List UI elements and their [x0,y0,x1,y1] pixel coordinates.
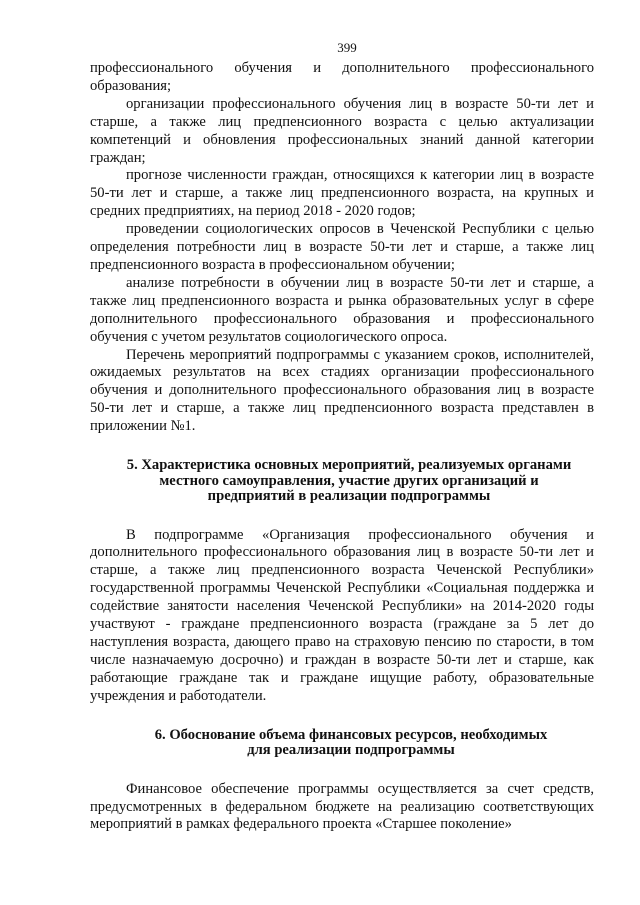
paragraph: анализе потребности в обучении лиц в возрасте 50-ти лет и старше, а также лиц предпенсионного возраста и рынка образовательных услуг в сфере дополнительного профессионального образования и профессионального обучения с учетом результатов социологического опроса. [90,274,594,345]
section-heading-line: для реализации подпрограммы [247,742,455,759]
section-5-paragraph: В подпрограмме «Организация профессионального обучения и дополнительного профессионального образования лиц в возрасте 50-ти лет и старше, а также лиц предпенсионного возраста Чеченской Республики» государственной программы Чеченской Республики «Социальная поддержка и содействие занятости населения Чеченской Республики» на 2014-2020 годы участвуют - граждане предпенсионного возраста (граждане за 5 лет до наступления возраста, дающего право на страховую пенсию по старости, в том числе назначаемую досрочно) и граждан в возрасте 50-ти лет и старше, как работающие граждане так и граждане ищущие работу, образовательные учреждения и работодатели. [90,526,594,704]
page-number: 399 [337,40,357,55]
section-heading-line: местного самоуправления, участие других организаций и [159,472,539,489]
section-heading-line: предприятий в реализации подпрограммы [207,488,491,505]
paragraph: профессионального обучения и дополнительного профессионального образования; [90,60,594,94]
paragraph: Перечень мероприятий подпрограммы с указанием сроков, исполнителей, ожидаемых результатов на всех стадиях организации профессионального обучения и дополнительного профессионального образования лиц в возрасте 50-ти лет и старше, а также лиц предпенсионного возраста представлен в приложении №1. [90,346,594,435]
paragraph: прогнозе численности граждан, относящихся к категории лиц в возрасте 50-ти лет и старше, а также лиц предпенсионного возраста, на крупных и средних предприятиях, на период 2018 - 2020 годов; [90,167,594,220]
paragraph: проведении социологических опросов в Чеченской Республики с целью определения потребности лиц в возрасте 50-ти лет и старше, а также лиц предпенсионного возраста в профессиональном обучении; [90,221,594,273]
section-5-heading [90,458,594,505]
section-heading-line: 6. Обоснование объема финансовых ресурсов, необходимых [154,726,548,743]
paragraph: организации профессионального обучения лиц в возрасте 50-ти лет и старше, а также лиц предпенсионного возраста с целью актуализации компетенций и обновления профессиональных знаний данной категории граждан; [90,95,594,166]
top-text-block [90,60,594,436]
section-heading-line: 5. Характеристика основных мероприятий, реализуемых органами [126,457,572,474]
section-6-paragraph: Финансовое обеспечение программы осуществляется за счет средств, предусмотренных в федеральном бюджете на реализацию соответствующих мероприятий в рамках федерального проекта «Старшее поколение» [90,780,594,833]
section-6-heading [90,728,594,759]
